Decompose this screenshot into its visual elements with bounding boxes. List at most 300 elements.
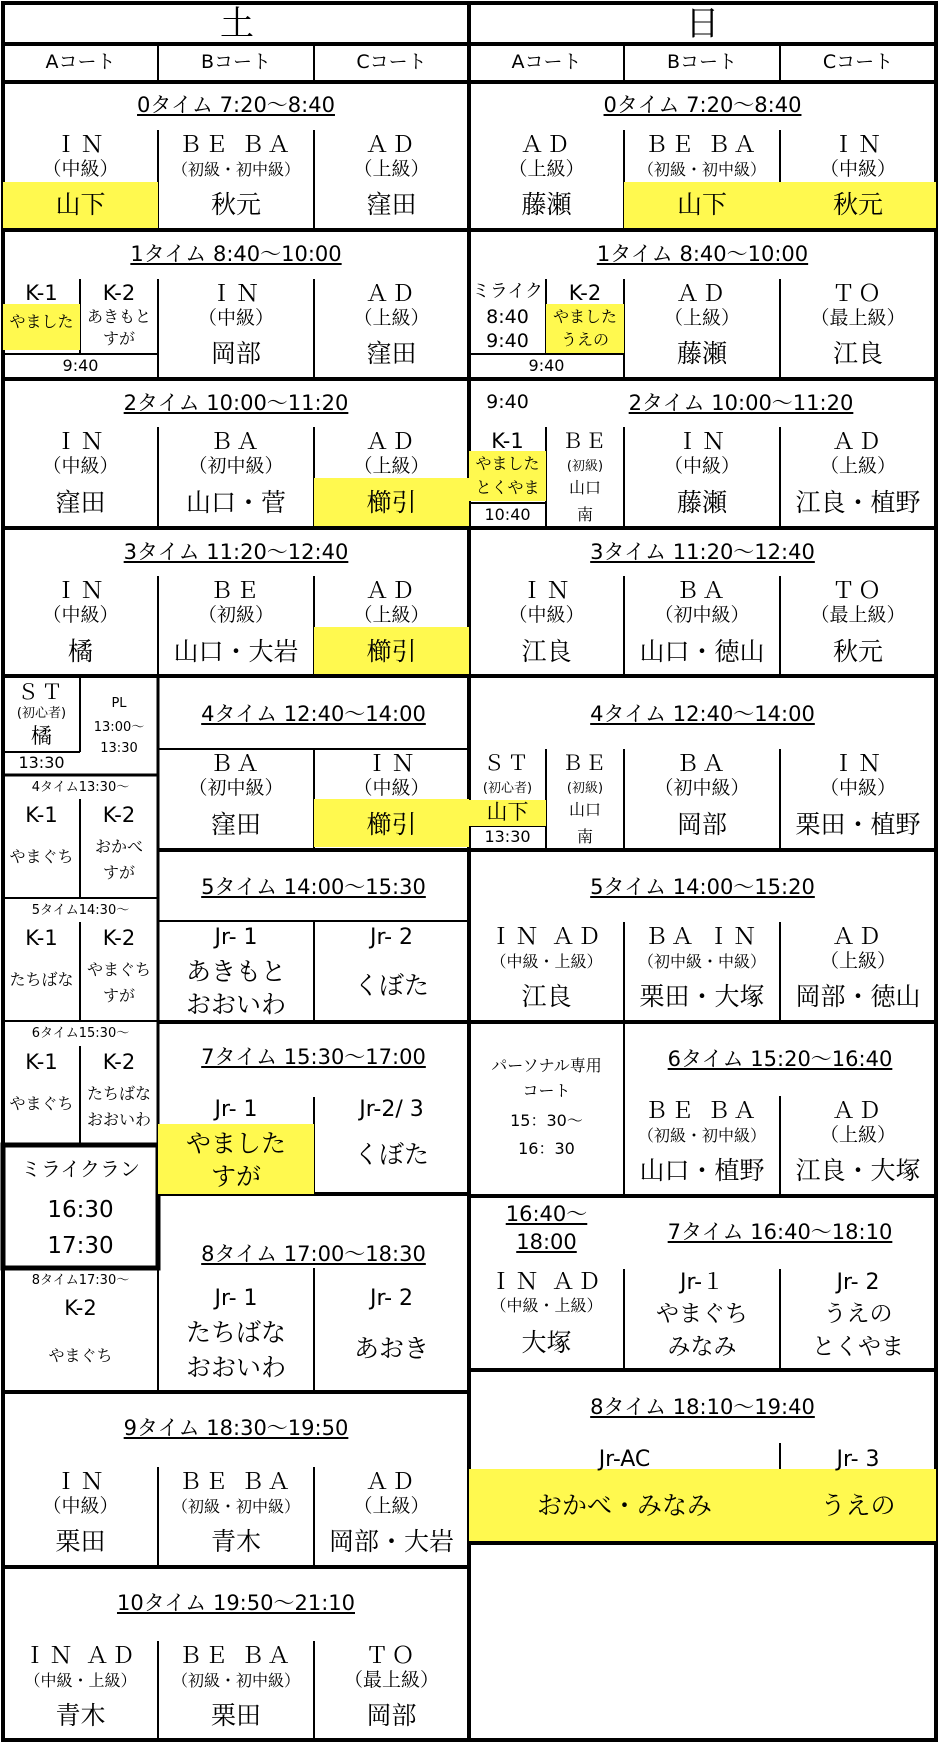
class-level: （中級） <box>663 455 740 477</box>
coach-name: 山口・徳山 <box>639 637 765 666</box>
class-code: ＩＮ <box>54 578 107 604</box>
class-level: （中級） <box>42 455 119 477</box>
class-code: Jr- 1 <box>214 1097 258 1122</box>
end-time: 13:30 <box>18 753 65 772</box>
class-code: Jr- 1 <box>214 1286 258 1311</box>
class-code: Jr-2/ 3 <box>359 1097 424 1122</box>
sat-time-8 <box>158 1194 469 1392</box>
sat-kids-5 <box>3 898 158 1021</box>
class-code: Jr- 2 <box>836 1270 880 1295</box>
class-code: Jr-１ <box>679 1270 725 1295</box>
court-label: Bコート <box>200 51 272 73</box>
coach-name: やました <box>9 312 74 331</box>
class-code: ＡＤ <box>365 1469 418 1495</box>
coach-name: 秋元 <box>832 190 883 219</box>
sun-t4-st-end <box>469 826 546 850</box>
sun-t1-k-end <box>469 354 624 379</box>
class-code: ＡＤ <box>365 132 418 158</box>
coach-name: おかべ <box>94 837 143 856</box>
time-slot-title: 4タイム 12:40〜14:00 <box>201 702 426 726</box>
class-level: （中級） <box>819 777 896 799</box>
sun-court-c-header <box>780 44 936 82</box>
sat-court-c-header <box>314 44 469 82</box>
sun-time-7 <box>624 1196 936 1370</box>
coach-name: 橘 <box>67 637 93 666</box>
class-code: ＢＥ ＢＡ <box>644 1098 760 1124</box>
coach-name: 江良 <box>832 339 883 368</box>
sun-t6-court-b <box>624 1096 780 1196</box>
coach-name: やまぐち <box>9 1094 74 1113</box>
start-time: 16:40〜 <box>505 1202 588 1226</box>
class-code: ＡＤ <box>365 281 418 307</box>
court-label: Bコート <box>666 51 738 73</box>
sun-t5-court-c <box>780 922 936 1022</box>
class-code: ＢＡ <box>676 578 728 604</box>
sat-t5-court-c <box>314 921 469 1022</box>
time-slot-title: 8タイム 17:00〜18:30 <box>201 1242 426 1266</box>
sat-t3-court-b <box>158 576 314 676</box>
class-level: （初級） <box>197 604 274 626</box>
coach-name: すが <box>102 986 135 1005</box>
sun-time-4 <box>469 676 936 850</box>
sat-t7-court-b <box>158 1097 314 1194</box>
class-code: ＢＥ <box>562 751 608 775</box>
sat-day-header <box>5 5 469 44</box>
coach-name: 青木 <box>55 1701 106 1730</box>
sun-time-0 <box>469 82 936 230</box>
class-level: (初級) <box>566 781 604 796</box>
coach-name: 橘 <box>31 724 52 748</box>
kids-k2 <box>80 1046 158 1145</box>
coach-name: やました <box>185 1129 286 1158</box>
coach-name: 岡部 <box>366 1701 417 1730</box>
time-slot-title: 4タイム 12:40〜14:00 <box>590 702 815 726</box>
class-level: （上級） <box>353 455 430 477</box>
class-code: ＢＡ <box>676 751 728 777</box>
sun-t1-k2 <box>546 279 624 354</box>
class-code: ＢＥ <box>562 429 608 453</box>
sat-t4-court-c <box>314 749 469 850</box>
class-code: ＩＮ <box>832 132 884 158</box>
class-code: Jr- 1 <box>214 925 258 950</box>
kids-k1 <box>3 1046 80 1145</box>
sat-time-4 <box>158 676 469 850</box>
coach-name: 山口・植野 <box>639 1156 765 1185</box>
coach-name: 櫛引 <box>366 810 417 839</box>
sat-t2-court-b <box>158 427 314 528</box>
coach-name: 南 <box>576 505 593 524</box>
class-code: K-2 <box>102 926 136 950</box>
sat-t0-court-c <box>314 130 469 230</box>
class-code: ＢＥ ＢＡ <box>178 1643 294 1669</box>
sat-t10-court-b <box>158 1641 314 1740</box>
class-level: （初中級） <box>188 777 284 799</box>
sat-t10-court-a <box>3 1641 158 1740</box>
class-code: ＡＤ <box>365 578 418 604</box>
time-slot-title: 1タイム 8:40〜10:00 <box>596 242 809 266</box>
coach-name: 窪田 <box>210 810 261 839</box>
class-code: ＩＮ ＡＤ <box>489 1269 604 1295</box>
class-code: ＴＯ <box>832 281 884 307</box>
class-code: K-1 <box>25 803 58 827</box>
class-code: ＩＮ <box>54 1469 107 1495</box>
class-code: K-2 <box>102 281 136 305</box>
sun-t0-court-c <box>780 130 936 230</box>
coach-name: うえの <box>823 1301 893 1327</box>
coach-name: 栗田・大塚 <box>639 982 765 1011</box>
coach-name: やまぐち <box>656 1301 748 1327</box>
coach-name: すが <box>102 329 135 348</box>
coach-name: おおいわ <box>86 1110 151 1129</box>
coach-name: うえの <box>820 1491 896 1520</box>
coach-name: 栗田 <box>55 1527 106 1556</box>
sun-time-8 <box>469 1370 936 1543</box>
sun-t6-court-c <box>780 1096 936 1196</box>
court-label: Cコート <box>822 51 894 73</box>
class-code: ＢＥ ＢＡ <box>644 132 760 158</box>
sat-t2-court-a <box>3 427 158 528</box>
class-level: （初中級） <box>188 455 284 477</box>
sun-day-label: 日 <box>685 4 720 44</box>
sun-t3-court-b <box>624 576 780 676</box>
end-time: 18:00 <box>516 1230 577 1254</box>
class-code: ＳＴ <box>483 751 532 775</box>
class-level: (初心者) <box>16 706 67 721</box>
sun-t2-k-start <box>469 379 546 427</box>
sat-t9-court-c <box>314 1467 469 1567</box>
class-level: （中級） <box>508 604 585 626</box>
class-code: ＴＯ <box>365 1643 418 1669</box>
class-level: （上級） <box>819 455 896 477</box>
sat-mirai-clan <box>5 1147 156 1266</box>
sat-t9-court-a <box>3 1467 158 1567</box>
class-code: K-1 <box>25 1050 58 1074</box>
coach-name: 秋元 <box>832 637 883 666</box>
sat-pl-block <box>80 676 158 775</box>
sat-t1-k2 <box>80 279 158 354</box>
coach-name: 秋元 <box>210 190 261 219</box>
class-level: （上級） <box>663 307 740 329</box>
coach-name: やまぐち <box>9 847 74 866</box>
start-time: 13:00〜 <box>93 720 145 735</box>
time-slot-title: 7タイム 15:30〜17:00 <box>201 1045 426 1069</box>
court-label: Cコート <box>356 51 427 73</box>
coach-name: やました <box>552 307 617 326</box>
class-code: ＩＮ <box>54 132 107 158</box>
sat-time-7 <box>158 1022 469 1194</box>
coach-name: たちばな <box>86 1084 151 1103</box>
time-slot-title: 9タイム 18:30〜19:50 <box>123 1416 349 1440</box>
sat-time-9 <box>3 1392 469 1567</box>
coach-name: くぼた <box>353 971 429 1000</box>
class-code: ミライクラン <box>21 1157 140 1181</box>
class-level: （上級） <box>819 1124 896 1146</box>
coach-name: 窪田 <box>366 339 417 368</box>
coach-name: 櫛引 <box>366 488 417 517</box>
end-time: 10:40 <box>484 505 531 524</box>
coach-name: 藤瀬 <box>676 339 727 368</box>
court-label: Aコート <box>511 51 582 73</box>
class-code: ＢＥ ＢＡ <box>178 132 294 158</box>
class-code: パーソナル専用 <box>491 1056 602 1075</box>
sat-time-0 <box>3 82 469 230</box>
coach-name: 江良・大塚 <box>795 1156 921 1185</box>
sun-t2-k1 <box>469 427 546 503</box>
class-level: （上級） <box>353 604 430 626</box>
coach-name: やまぐち <box>86 960 151 979</box>
time-slot-title: 5タイム 14:00〜15:30 <box>201 875 426 899</box>
class-code: ＩＮ <box>210 281 262 307</box>
end-time: 13:30 <box>484 827 531 846</box>
coach-name: あきもと <box>185 957 286 986</box>
class-level: (初級) <box>566 459 604 474</box>
class-code: K-1 <box>491 429 524 453</box>
class-code: ＩＮ <box>676 429 728 455</box>
time-slot-title: 0タイム 7:20〜8:40 <box>137 93 335 117</box>
sat-time-10 <box>3 1567 469 1740</box>
class-code: Jr- 2 <box>369 925 414 950</box>
end-time: 17:30 <box>47 1233 114 1259</box>
start-time: 9:40 <box>486 391 529 413</box>
class-code: K-2 <box>64 1296 97 1320</box>
class-level: （中級） <box>42 604 119 626</box>
coach-name: とくやま <box>475 478 540 497</box>
sun-t3-court-c <box>780 576 936 676</box>
class-code: K-2 <box>102 803 136 827</box>
sun-in-ad-block <box>469 1196 624 1370</box>
sun-t4-st <box>469 749 546 826</box>
sat-t9-court-b <box>158 1467 314 1567</box>
sun-personal-court <box>469 1022 624 1196</box>
coach-name: 山下 <box>486 800 529 824</box>
coach-name: 山口・菅 <box>185 488 286 517</box>
class-code: ＢＡ ＩＮ <box>644 924 760 950</box>
sun-t0-court-a <box>469 130 624 230</box>
time-slot-title: 6タイム 15:20〜16:40 <box>667 1047 893 1071</box>
coach-name: 江良 <box>521 982 572 1011</box>
class-code: ＩＮ <box>832 751 884 777</box>
sat-kids-6 <box>3 1021 158 1145</box>
class-level: （初級・初中級） <box>171 160 300 179</box>
class-code: ＩＮ <box>365 751 418 777</box>
sun-t1-mirai <box>469 279 546 354</box>
class-level: （初級・初中級） <box>637 160 766 179</box>
class-level: （中級・上級） <box>24 1671 137 1690</box>
sun-t7-court-c <box>780 1269 936 1370</box>
start-time: 8:40 <box>486 306 529 328</box>
sun-court-a-header <box>469 44 624 82</box>
class-level: （中級） <box>353 777 430 799</box>
coach-name: 櫛引 <box>366 637 417 666</box>
class-level: （上級） <box>819 950 896 972</box>
sun-time-3 <box>469 528 936 676</box>
time-slot-title: 2タイム 10:00〜11:20 <box>628 391 854 415</box>
end-time: 16：30 <box>518 1139 575 1158</box>
class-level: (初心者) <box>482 781 533 796</box>
time-slot-title: 8タイム17:30〜 <box>31 1273 130 1288</box>
sat-t4-court-b <box>158 749 314 850</box>
sun-time-2 <box>469 379 936 528</box>
class-level: （中級・上級） <box>490 952 603 971</box>
sat-time-2 <box>3 379 469 528</box>
class-code: K-2 <box>102 1050 136 1074</box>
coach-name: 栗田 <box>210 1701 261 1730</box>
class-code: Jr-AC <box>598 1447 651 1472</box>
sat-t7-court-c <box>314 1097 469 1194</box>
coach-name: うえの <box>560 330 609 349</box>
coach-name: おおいわ <box>185 1353 286 1382</box>
class-code: K-1 <box>25 281 58 305</box>
sun-t4-court-c <box>780 749 936 850</box>
sun-t7-court-b <box>624 1269 780 1370</box>
sat-t1-court-c <box>314 279 469 379</box>
class-level: （最上級） <box>810 307 906 329</box>
class-code: ＴＯ <box>832 578 884 604</box>
class-level: （初級・初中級） <box>637 1126 766 1145</box>
sun-time-1 <box>469 230 936 379</box>
sat-t3-court-a <box>3 576 158 676</box>
sat-t2-court-c <box>314 427 469 528</box>
coach-name: たちばな <box>185 1318 286 1347</box>
class-level: （初中級・中級） <box>637 952 766 971</box>
class-code: ＡＤ <box>832 1098 884 1124</box>
coach-name: くぼた <box>353 1140 429 1169</box>
sun-day-header <box>469 5 936 44</box>
coach-name: 藤瀬 <box>676 488 727 517</box>
sat-t8-court-c <box>314 1268 469 1392</box>
class-level: （上級） <box>353 1495 430 1517</box>
class-level: （初級・初中級） <box>171 1671 300 1690</box>
sat-time-3 <box>3 528 469 676</box>
coach-name: とくやま <box>812 1334 904 1360</box>
class-code: Jr- 2 <box>369 1286 414 1311</box>
coach-name: 栗田・植野 <box>795 810 921 839</box>
class-code: コート <box>522 1081 571 1100</box>
sun-t4-court-b <box>624 749 780 850</box>
coach-name: すが <box>210 1162 261 1191</box>
class-level: （上級） <box>508 158 585 180</box>
coach-name: 岡部 <box>210 339 261 368</box>
class-level: （初中級） <box>654 777 750 799</box>
coach-name: 山口 <box>568 478 601 497</box>
coach-name: すが <box>102 863 135 882</box>
class-code: K-2 <box>568 281 602 305</box>
sun-t3-court-a <box>469 576 624 676</box>
class-code: ＡＤ <box>365 429 418 455</box>
coach-name: みなみ <box>667 1334 737 1360</box>
class-level: （中級） <box>42 1495 119 1517</box>
sun-t1-court-b <box>624 279 780 379</box>
sun-t8-court-c <box>780 1443 936 1543</box>
time-slot-title: 6タイム15:30〜 <box>31 1026 130 1041</box>
sat-time-1 <box>3 230 469 379</box>
class-level: （初級・初中級） <box>171 1497 300 1516</box>
coach-name: 岡部・大岩 <box>328 1527 454 1556</box>
sat-t1-k-end <box>3 354 158 379</box>
sun-t5-court-b <box>624 922 780 1022</box>
coach-name: たちばな <box>9 970 74 989</box>
coach-name: 藤瀬 <box>521 190 572 219</box>
sat-court-a-header <box>3 44 158 82</box>
sun-t4-be <box>546 749 624 850</box>
class-level: （中級） <box>819 158 896 180</box>
class-code: PL <box>111 696 127 711</box>
sat-st-block <box>3 676 80 752</box>
sat-kids-8 <box>3 1268 158 1392</box>
class-code: ミライク <box>471 281 544 302</box>
sat-t10-court-c <box>314 1641 469 1740</box>
coach-name: 江良 <box>521 637 572 666</box>
sat-court-b-header <box>158 44 314 82</box>
sat-t1-court-b <box>158 279 314 379</box>
time-slot-title: 5タイム14:30〜 <box>31 903 130 918</box>
sat-day-label: 土 <box>220 4 254 44</box>
kids-k2 <box>80 922 158 1021</box>
coach-name: 山下 <box>676 190 727 219</box>
end-time: 9:40 <box>62 356 99 375</box>
kids-k1 <box>3 922 80 1021</box>
kids-k1 <box>3 799 80 898</box>
end-time: 9:40 <box>486 330 529 352</box>
sat-time-5 <box>158 850 469 1022</box>
coach-name: あきもと <box>86 307 151 326</box>
coach-name: やました <box>475 454 540 473</box>
end-time: 13:30 <box>100 741 138 756</box>
coach-name: おおいわ <box>185 990 286 1019</box>
sat-kids-4 <box>3 775 158 898</box>
sat-t0-court-b <box>158 130 314 230</box>
class-level: （中級） <box>42 158 119 180</box>
start-time: 15：30〜 <box>510 1111 583 1130</box>
class-code: ＢＥ ＢＡ <box>178 1469 294 1495</box>
time-slot-title: 10タイム 19:50〜21:10 <box>116 1591 355 1615</box>
class-code: ＢＥ <box>210 578 262 604</box>
start-time: 16:30 <box>47 1197 114 1223</box>
class-code: ＩＮ <box>54 429 107 455</box>
class-code: K-1 <box>25 926 58 950</box>
sun-t5-court-a <box>469 922 624 1022</box>
time-slot-title: 8タイム 18:10〜19:40 <box>590 1395 815 1419</box>
time-slot-title: 3タイム 11:20〜12:40 <box>590 540 815 564</box>
sun-t0-court-b <box>624 130 780 230</box>
sun-t1-court-c <box>780 279 936 379</box>
coach-name: 窪田 <box>366 190 417 219</box>
class-code: ＳＴ <box>17 680 66 704</box>
coach-name: やまぐち <box>48 1346 113 1365</box>
class-code: ＡＤ <box>676 281 728 307</box>
time-slot-title: 0タイム 7:20〜8:40 <box>603 93 802 117</box>
time-slot-title: 4タイム13:30〜 <box>31 780 130 795</box>
sun-t2-title-wrap <box>546 379 936 427</box>
class-code: ＢＡ <box>210 429 262 455</box>
coach-name: 大塚 <box>521 1328 572 1357</box>
end-time: 9:40 <box>528 356 565 375</box>
class-level: （最上級） <box>810 604 906 626</box>
time-slot-title: 5タイム 14:00〜15:20 <box>590 875 815 899</box>
sun-time-6 <box>624 1022 936 1196</box>
sat-st-end <box>3 752 80 775</box>
coach-name: 岡部 <box>676 810 727 839</box>
class-code: ＩＮ ＡＤ <box>489 924 604 950</box>
time-slot-title: 7タイム 16:40〜18:10 <box>667 1220 893 1244</box>
sun-t2-be <box>546 427 624 528</box>
class-code: ＡＤ <box>832 429 884 455</box>
coach-name: 岡部・徳山 <box>795 982 921 1011</box>
coach-name: 青木 <box>210 1527 261 1556</box>
class-code: Jr- 3 <box>836 1447 880 1472</box>
class-level: （最上級） <box>343 1669 439 1691</box>
sun-time-5 <box>469 850 936 1022</box>
